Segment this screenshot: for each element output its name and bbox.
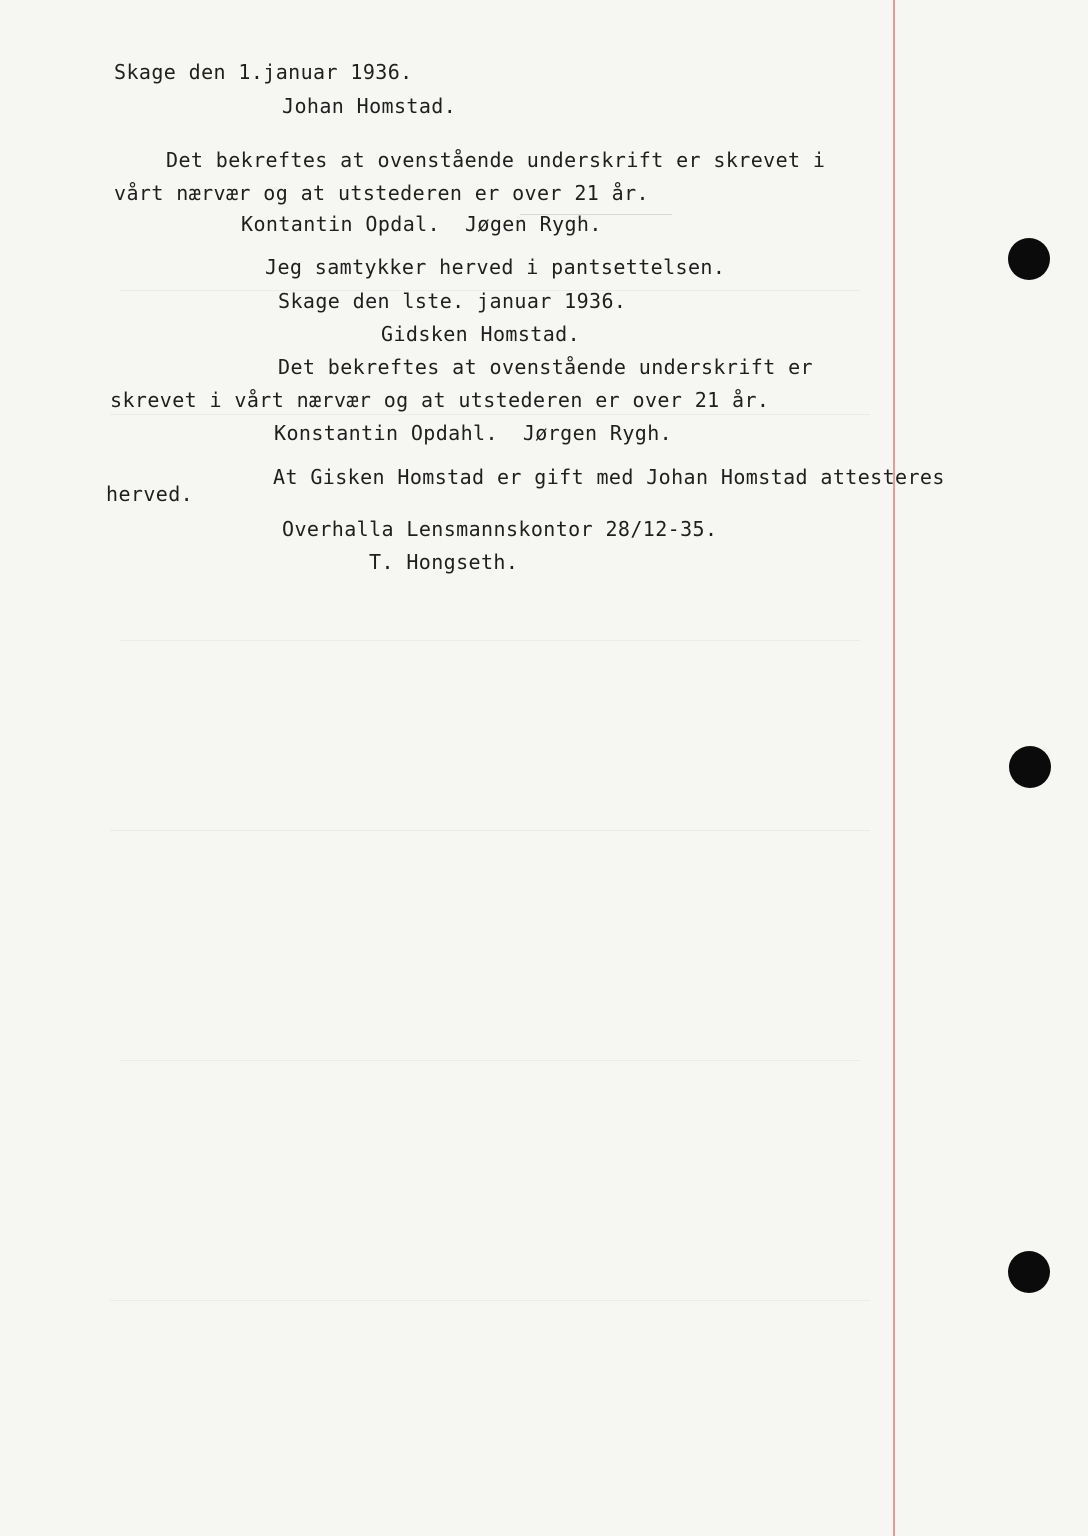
binder-hole-middle: [1009, 746, 1051, 788]
witness-statement-line-4: skrevet i vårt nærvær og at utstederen er over 21 år.: [110, 388, 770, 412]
witness-statement-line-3: Det bekreftes at ovenstående underskrift er: [278, 355, 813, 379]
faint-bleed-line: [120, 640, 860, 641]
place-and-date-line: Skage den 1.januar 1936.: [114, 60, 413, 84]
signature-johan-homstad: Johan Homstad.: [282, 94, 457, 118]
faint-bleed-line: [110, 414, 870, 415]
witness-signatures-2: Konstantin Opdahl. Jørgen Rygh.: [274, 421, 673, 445]
binder-hole-bottom: [1008, 1251, 1050, 1293]
marriage-attestation-line-1: At Gisken Homstad er gift med Johan Homstad attesteres: [273, 465, 945, 489]
witness-statement-line-1: Det bekreftes at ovenstående underskrift er skrevet i: [166, 148, 826, 172]
faint-bleed-line: [110, 1300, 870, 1301]
signature-gidsken-homstad: Gidsken Homstad.: [381, 322, 581, 346]
signature-t-hongseth: T. Hongseth.: [369, 550, 519, 574]
marriage-attestation-line-2: herved.: [106, 482, 194, 506]
faint-bleed-line: [120, 1060, 860, 1061]
consent-line: Jeg samtykker herved i pantsettelsen.: [265, 255, 726, 279]
office-date-line: Overhalla Lensmannskontor 28/12-35.: [282, 517, 718, 541]
witness-signatures-1: Kontantin Opdal. Jøgen Rygh.: [241, 212, 602, 236]
red-margin-line: [893, 0, 895, 1536]
consent-date-line: Skage den lste. januar 1936.: [278, 289, 627, 313]
witness-statement-line-2: vårt nærvær og at utstederen er over 21 år.: [114, 181, 649, 205]
faint-bleed-line: [110, 830, 870, 831]
binder-hole-top: [1008, 238, 1050, 280]
